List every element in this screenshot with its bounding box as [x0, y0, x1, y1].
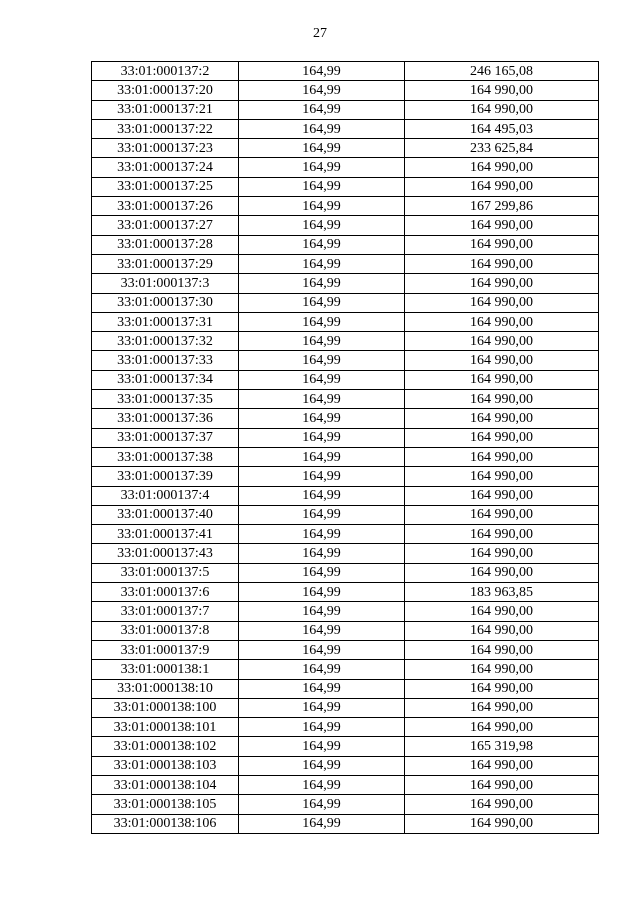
cadastral-value-cell: 164 990,00 — [405, 216, 599, 235]
cadastral-value-cell: 164 990,00 — [405, 621, 599, 640]
rate-cell: 164,99 — [239, 775, 405, 794]
table-row — [92, 274, 599, 293]
table-body — [92, 62, 599, 834]
cadastral-number-cell: 33:01:000137:39 — [92, 467, 239, 486]
cadastral-number-cell: 33:01:000137:8 — [92, 621, 239, 640]
cadastral-number-cell: 33:01:000137:27 — [92, 216, 239, 235]
table-row — [92, 602, 599, 621]
cadastral-value-cell: 164 990,00 — [405, 274, 599, 293]
cadastral-value-cell: 164 990,00 — [405, 177, 599, 196]
cadastral-number-cell: 33:01:000138:104 — [92, 775, 239, 794]
table-row — [92, 583, 599, 602]
cadastral-value-cell: 164 990,00 — [405, 467, 599, 486]
cadastral-value-cell: 164 495,03 — [405, 119, 599, 138]
cadastral-value-cell: 164 990,00 — [405, 795, 599, 814]
cadastral-value-cell: 183 963,85 — [405, 583, 599, 602]
cadastral-value-cell: 164 990,00 — [405, 660, 599, 679]
rate-cell: 164,99 — [239, 351, 405, 370]
cadastral-number-cell: 33:01:000137:30 — [92, 293, 239, 312]
cadastral-value-cell: 167 299,86 — [405, 197, 599, 216]
table-row — [92, 447, 599, 466]
rate-cell: 164,99 — [239, 525, 405, 544]
table-row — [92, 679, 599, 698]
cadastral-number-cell: 33:01:000137:33 — [92, 351, 239, 370]
cadastral-number-cell: 33:01:000137:41 — [92, 525, 239, 544]
cadastral-value-cell: 164 990,00 — [405, 756, 599, 775]
cadastral-value-cell: 164 990,00 — [405, 698, 599, 717]
cadastral-number-cell: 33:01:000137:28 — [92, 235, 239, 254]
rate-cell: 164,99 — [239, 505, 405, 524]
cadastral-value-cell: 164 990,00 — [405, 775, 599, 794]
table-row — [92, 467, 599, 486]
rate-cell: 164,99 — [239, 235, 405, 254]
cadastral-number-cell: 33:01:000138:100 — [92, 698, 239, 717]
cadastral-number-cell: 33:01:000137:34 — [92, 370, 239, 389]
rate-cell: 164,99 — [239, 621, 405, 640]
cadastral-value-table — [91, 61, 599, 834]
rate-cell: 164,99 — [239, 583, 405, 602]
rate-cell: 164,99 — [239, 698, 405, 717]
table-row — [92, 390, 599, 409]
rate-cell: 164,99 — [239, 814, 405, 833]
rate-cell: 164,99 — [239, 679, 405, 698]
rate-cell: 164,99 — [239, 660, 405, 679]
cadastral-number-cell: 33:01:000138:105 — [92, 795, 239, 814]
rate-cell: 164,99 — [239, 370, 405, 389]
table-row — [92, 814, 599, 833]
cadastral-number-cell: 33:01:000138:102 — [92, 737, 239, 756]
cadastral-value-cell: 164 990,00 — [405, 332, 599, 351]
table-row — [92, 756, 599, 775]
cadastral-value-cell: 233 625,84 — [405, 139, 599, 158]
cadastral-number-cell: 33:01:000137:21 — [92, 100, 239, 119]
table-row — [92, 235, 599, 254]
cadastral-value-cell: 164 990,00 — [405, 814, 599, 833]
table-row — [92, 81, 599, 100]
cadastral-value-cell: 164 990,00 — [405, 447, 599, 466]
table-row — [92, 158, 599, 177]
cadastral-number-cell: 33:01:000137:36 — [92, 409, 239, 428]
table-row — [92, 660, 599, 679]
rate-cell: 164,99 — [239, 100, 405, 119]
table-row — [92, 216, 599, 235]
table-row — [92, 640, 599, 659]
rate-cell: 164,99 — [239, 563, 405, 582]
cadastral-number-cell: 33:01:000137:31 — [92, 312, 239, 331]
cadastral-value-cell: 164 990,00 — [405, 428, 599, 447]
cadastral-number-cell: 33:01:000138:101 — [92, 718, 239, 737]
cadastral-number-cell: 33:01:000137:38 — [92, 447, 239, 466]
cadastral-number-cell: 33:01:000137:20 — [92, 81, 239, 100]
table-row — [92, 312, 599, 331]
table-row — [92, 62, 599, 81]
table-row — [92, 486, 599, 505]
cadastral-number-cell: 33:01:000137:4 — [92, 486, 239, 505]
cadastral-number-cell: 33:01:000138:10 — [92, 679, 239, 698]
cadastral-value-cell: 164 990,00 — [405, 525, 599, 544]
cadastral-value-cell: 164 990,00 — [405, 235, 599, 254]
cadastral-value-cell: 164 990,00 — [405, 718, 599, 737]
cadastral-number-cell: 33:01:000137:25 — [92, 177, 239, 196]
cadastral-value-cell: 164 990,00 — [405, 679, 599, 698]
cadastral-number-cell: 33:01:000138:1 — [92, 660, 239, 679]
rate-cell: 164,99 — [239, 428, 405, 447]
table-row — [92, 563, 599, 582]
rate-cell: 164,99 — [239, 216, 405, 235]
table-row — [92, 525, 599, 544]
table-row — [92, 621, 599, 640]
cadastral-number-cell: 33:01:000137:2 — [92, 62, 239, 81]
table-row — [92, 505, 599, 524]
cadastral-value-cell: 164 990,00 — [405, 563, 599, 582]
cadastral-number-cell: 33:01:000137:24 — [92, 158, 239, 177]
cadastral-number-cell: 33:01:000137:7 — [92, 602, 239, 621]
page-number: 27 — [313, 26, 327, 41]
rate-cell: 164,99 — [239, 409, 405, 428]
cadastral-value-cell: 164 990,00 — [405, 370, 599, 389]
table-row — [92, 544, 599, 563]
cadastral-number-cell: 33:01:000137:23 — [92, 139, 239, 158]
table-row — [92, 428, 599, 447]
cadastral-number-cell: 33:01:000137:5 — [92, 563, 239, 582]
cadastral-value-cell: 164 990,00 — [405, 544, 599, 563]
cadastral-value-cell: 246 165,08 — [405, 62, 599, 81]
table-row — [92, 139, 599, 158]
table-row — [92, 351, 599, 370]
rate-cell: 164,99 — [239, 312, 405, 331]
table-row — [92, 119, 599, 138]
rate-cell: 164,99 — [239, 293, 405, 312]
rate-cell: 164,99 — [239, 158, 405, 177]
table-row — [92, 100, 599, 119]
table-row — [92, 775, 599, 794]
table-row — [92, 332, 599, 351]
rate-cell: 164,99 — [239, 467, 405, 486]
rate-cell: 164,99 — [239, 640, 405, 659]
cadastral-value-cell: 164 990,00 — [405, 81, 599, 100]
rate-cell: 164,99 — [239, 254, 405, 273]
rate-cell: 164,99 — [239, 177, 405, 196]
cadastral-value-cell: 164 990,00 — [405, 312, 599, 331]
rate-cell: 164,99 — [239, 139, 405, 158]
cadastral-value-cell: 164 990,00 — [405, 505, 599, 524]
cadastral-value-cell: 164 990,00 — [405, 293, 599, 312]
cadastral-value-cell: 164 990,00 — [405, 254, 599, 273]
cadastral-number-cell: 33:01:000137:40 — [92, 505, 239, 524]
table-row — [92, 197, 599, 216]
cadastral-value-cell: 164 990,00 — [405, 640, 599, 659]
cadastral-value-cell: 164 990,00 — [405, 351, 599, 370]
rate-cell: 164,99 — [239, 447, 405, 466]
rate-cell: 164,99 — [239, 486, 405, 505]
table-row — [92, 409, 599, 428]
table-row — [92, 718, 599, 737]
cadastral-value-cell: 164 990,00 — [405, 409, 599, 428]
rate-cell: 164,99 — [239, 737, 405, 756]
rate-cell: 164,99 — [239, 81, 405, 100]
cadastral-number-cell: 33:01:000137:26 — [92, 197, 239, 216]
rate-cell: 164,99 — [239, 390, 405, 409]
rate-cell: 164,99 — [239, 197, 405, 216]
rate-cell: 164,99 — [239, 756, 405, 775]
rate-cell: 164,99 — [239, 795, 405, 814]
cadastral-value-cell: 164 990,00 — [405, 602, 599, 621]
rate-cell: 164,99 — [239, 718, 405, 737]
table-row — [92, 737, 599, 756]
cadastral-number-cell: 33:01:000137:35 — [92, 390, 239, 409]
table-row — [92, 254, 599, 273]
cadastral-number-cell: 33:01:000137:22 — [92, 119, 239, 138]
cadastral-number-cell: 33:01:000137:3 — [92, 274, 239, 293]
cadastral-number-cell: 33:01:000138:106 — [92, 814, 239, 833]
table-row — [92, 698, 599, 717]
cadastral-value-cell: 164 990,00 — [405, 486, 599, 505]
cadastral-number-cell: 33:01:000137:6 — [92, 583, 239, 602]
table-row — [92, 795, 599, 814]
cadastral-value-cell: 165 319,98 — [405, 737, 599, 756]
cadastral-number-cell: 33:01:000137:32 — [92, 332, 239, 351]
cadastral-value-cell: 164 990,00 — [405, 158, 599, 177]
cadastral-number-cell: 33:01:000137:29 — [92, 254, 239, 273]
rate-cell: 164,99 — [239, 602, 405, 621]
cadastral-number-cell: 33:01:000137:43 — [92, 544, 239, 563]
table-row — [92, 370, 599, 389]
table-row — [92, 177, 599, 196]
cadastral-number-cell: 33:01:000137:9 — [92, 640, 239, 659]
rate-cell: 164,99 — [239, 119, 405, 138]
table-row — [92, 293, 599, 312]
rate-cell: 164,99 — [239, 544, 405, 563]
cadastral-value-cell: 164 990,00 — [405, 100, 599, 119]
rate-cell: 164,99 — [239, 332, 405, 351]
cadastral-value-cell: 164 990,00 — [405, 390, 599, 409]
cadastral-number-cell: 33:01:000137:37 — [92, 428, 239, 447]
cadastral-number-cell: 33:01:000138:103 — [92, 756, 239, 775]
rate-cell: 164,99 — [239, 274, 405, 293]
rate-cell: 164,99 — [239, 62, 405, 81]
